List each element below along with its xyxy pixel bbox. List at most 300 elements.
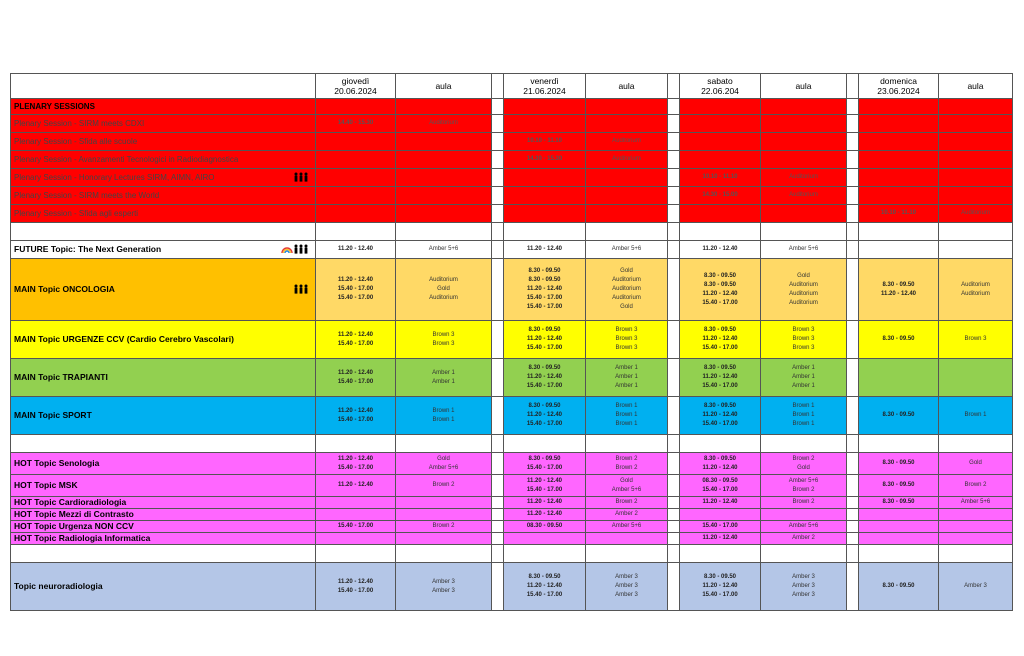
topic-cell [11,187,316,205]
time-cell: 11.20 - 12.40 [680,241,761,259]
spacer-cell [492,533,504,545]
time-slot: 8.30 - 09.50 [528,277,561,283]
time-cell [316,453,396,475]
spacer-cell [492,223,504,241]
room-cell [586,545,668,563]
time-cell [680,435,761,453]
room-cell: Amber 2 [586,509,668,521]
time-cell: 11.20 - 12.40 [504,509,586,521]
room-cell [761,563,847,611]
room-name: Brown 1 [615,412,638,418]
time-slot: 15.40 - 17.00 [526,421,563,427]
time-cell [680,259,761,321]
time-slot: 08.30 - 09.50 [702,477,738,484]
room-cell [761,435,847,453]
topic-label: Plenary Session - Honorary Lectures SIRM, AIMN, AIRO [14,173,215,182]
time-cell [316,223,396,241]
header-aula-friday: aula [586,74,668,99]
time-cell [680,205,761,223]
spacer-cell [492,497,504,509]
room-cell [939,241,1013,259]
room-cell [396,169,492,187]
room-cell [396,509,492,521]
room-name: Gold [437,455,450,462]
schedule-row [11,563,1013,611]
room-name: Auditorium [612,286,641,292]
header-day-sunday: domenica 23.06.2024 [859,74,939,99]
spacer-cell [847,99,859,115]
room-name: Brown 3 [615,336,638,342]
time-slot: 11.20 - 12.40 [526,374,563,380]
time-cell [680,223,761,241]
room-cell [939,321,1013,359]
time-cell [504,563,586,611]
time-cell [316,169,396,187]
room-name: Auditorium [429,277,458,283]
time-cell [316,259,396,321]
time-slot: 11.20 - 12.40 [337,277,374,283]
room-name: Amber 1 [432,378,455,385]
header-day-saturday: sabato 22.06.204 [680,74,761,99]
spacer-cell [668,259,680,321]
room-cell: Amber 5+6 [586,241,668,259]
room-cell [396,453,492,475]
room-cell [396,545,492,563]
room-cell [396,397,492,435]
topic-cell [11,453,316,475]
spacer-cell [847,563,859,611]
time-slot: 15.40 - 17.00 [337,286,374,292]
spacer-cell [492,359,504,397]
time-cell [504,453,586,475]
time-cell [316,545,396,563]
spacer-cell [492,99,504,115]
room-name: Amber 1 [615,374,638,380]
time-cell [680,133,761,151]
room-name: Auditorium [961,290,990,297]
topic-label: HOT Topic Mezzi di Contrasto [14,509,134,519]
time-cell: 08.30 - 09.50 [504,521,586,533]
topic-label: HOT Topic Urgenza NON CCV [14,521,134,531]
room-name: Brown 3 [964,336,987,342]
time-cell: 8.30 - 09.50 [859,497,939,509]
time-cell [859,133,939,151]
spacer-cell [847,259,859,321]
time-slot: 8.30 - 09.50 [882,336,915,342]
spacer-cell [847,397,859,435]
room-cell [761,475,847,497]
topic-cell [11,545,316,563]
room-cell [939,359,1013,397]
topic-cell [11,115,316,133]
room-name: Brown 3 [432,340,455,347]
time-cell: 11.20 - 12.40 [680,533,761,545]
room-name: Amber 5+6 [788,477,819,484]
time-cell [680,115,761,133]
time-cell [504,259,586,321]
time-cell [504,359,586,397]
rainbow-icon [281,245,293,255]
topic-label: HOT Topic Cardioradiologia [14,497,127,507]
time-slot: 11.20 - 12.40 [702,464,738,471]
room-cell: Auditorium [586,133,668,151]
time-slot: 11.20 - 12.40 [337,482,374,488]
time-cell: 14.30 - 15.00 [680,187,761,205]
time-cell [316,99,396,115]
topic-label: Plenary Session - Avanzamenti Tecnologici in Radiodiagnostica [14,155,239,164]
room-name: Auditorium [789,281,818,288]
time-slot: 15.40 - 17.00 [526,592,563,598]
header-day-thursday: giovedì 20.06.2024 [316,74,396,99]
spacer-cell [492,133,504,151]
time-cell [859,475,939,497]
time-slot: 11.20 - 12.40 [526,477,563,484]
room-cell: Auditorium [396,115,492,133]
room-cell [761,359,847,397]
time-slot: 8.30 - 09.50 [528,455,561,462]
time-slot: 8.30 - 09.50 [528,574,561,580]
room-name: Brown 2 [432,482,455,488]
room-name: Brown 1 [615,403,638,409]
time-cell [859,359,939,397]
room-cell [761,99,847,115]
room-cell [761,259,847,321]
time-slot: 15.40 - 17.00 [526,383,563,389]
time-cell [859,521,939,533]
room-cell [939,545,1013,563]
room-name: Gold [969,460,982,466]
schedule-row [11,321,1013,359]
room-cell [939,453,1013,475]
topic-label: Plenary Session - SIRM meets the World [14,191,160,200]
time-cell [504,321,586,359]
room-cell [586,169,668,187]
time-cell [859,321,939,359]
spacer-cell [492,115,504,133]
room-cell [586,99,668,115]
time-cell [316,533,396,545]
spacer-cell [847,187,859,205]
time-cell [316,187,396,205]
room-cell [396,205,492,223]
spacer-cell [492,521,504,533]
room-name: Brown 1 [792,403,815,409]
time-cell [859,397,939,435]
time-slot: 15.40 - 17.00 [702,383,738,389]
time-slot: 15.40 - 17.00 [526,464,563,471]
spacer-cell [668,205,680,223]
room-cell [939,521,1013,533]
topic-label: HOT Topic Senologia [14,458,100,468]
spacer-cell [847,521,859,533]
time-slot: 11.20 - 12.40 [880,290,917,297]
time-slot: 11.20 - 12.40 [337,369,374,376]
time-cell [504,99,586,115]
room-cell [939,533,1013,545]
room-name: Gold [620,477,633,484]
time-slot: 8.30 - 09.50 [703,281,737,288]
room-name: Brown 3 [792,327,815,333]
spacer-cell [668,359,680,397]
spacer-cell [668,187,680,205]
spacer-cell [668,545,680,563]
room-cell [586,223,668,241]
room-cell [396,563,492,611]
topic-cell [11,509,316,521]
time-cell [316,435,396,453]
room-name: Auditorium [612,277,641,283]
room-cell [939,169,1013,187]
time-slot: 8.30 - 09.50 [703,365,737,371]
topic-label: HOT Topic Radiologia Informatica [14,533,151,543]
spacer-cell [847,223,859,241]
time-cell [504,205,586,223]
spacer-cell [668,533,680,545]
schedule-row [11,205,1013,223]
room-cell [761,453,847,475]
room-name: Brown 1 [432,416,455,423]
room-cell [939,435,1013,453]
room-name: Brown 1 [964,412,987,418]
room-cell: Brown 2 [396,521,492,533]
time-cell [859,259,939,321]
schedule-row [11,521,1013,533]
spacer-cell [847,435,859,453]
spacer-cell [668,509,680,521]
schedule-row [11,187,1013,205]
time-cell [316,151,396,169]
time-slot: 15.40 - 17.00 [337,587,374,594]
time-slot: 11.20 - 12.40 [526,583,563,589]
spacer-cell [668,241,680,259]
time-slot: 15.40 - 17.00 [702,486,738,493]
room-name: Amber 3 [615,583,638,589]
room-name: Brown 3 [792,345,815,351]
time-slot: 8.30 - 09.50 [703,272,737,279]
time-slot: 15.40 - 17.00 [337,416,374,423]
time-cell [859,241,939,259]
schedule-row [11,497,1013,509]
time-slot: 15.40 - 17.00 [526,295,563,301]
spacer-cell [492,259,504,321]
room-name: Auditorium [429,295,458,301]
time-cell [504,397,586,435]
topic-cell [11,205,316,223]
time-cell [680,99,761,115]
spacer-cell [492,453,504,475]
time-cell [316,205,396,223]
time-cell [316,563,396,611]
time-cell [859,187,939,205]
topic-label: Plenary Session - SIRM meets CDXI [14,119,145,128]
spacer-cell [492,151,504,169]
people-icon [293,172,309,184]
time-cell [680,321,761,359]
room-cell [396,321,492,359]
time-slot: 15.40 - 17.00 [526,345,563,351]
room-name: Auditorium [612,295,641,301]
spacer-cell [492,74,504,99]
time-cell [859,509,939,521]
time-cell: 11.20 - 12.40 [504,497,586,509]
room-cell [396,259,492,321]
room-cell [939,151,1013,169]
topic-cell [11,151,316,169]
spacer-cell [668,133,680,151]
spacer-cell [847,115,859,133]
time-slot: 11.20 - 12.40 [337,331,374,338]
time-cell [859,435,939,453]
room-cell [396,533,492,545]
room-name: Amber 1 [792,365,815,371]
room-cell [761,151,847,169]
topic-cell [11,241,316,259]
topic-cell [11,99,316,115]
time-cell [316,509,396,521]
people-icon [293,244,309,256]
room-name: Amber 1 [432,369,455,376]
room-name: Gold [797,272,810,279]
header-day-friday: venerdì 21.06.2024 [504,74,586,99]
time-cell [504,223,586,241]
time-cell [316,397,396,435]
time-slot: 15.40 - 17.00 [337,295,374,301]
time-slot: 15.40 - 17.00 [337,378,374,385]
room-cell [761,397,847,435]
spacer-cell [847,205,859,223]
room-cell: Amber 5+6 [939,497,1013,509]
spacer-cell [668,475,680,497]
room-cell [939,115,1013,133]
room-name: Brown 1 [432,407,455,414]
room-name: Amber 3 [615,574,638,580]
time-cell [504,115,586,133]
spacer-cell [847,74,859,99]
room-cell [939,397,1013,435]
room-cell: Amber 2 [761,533,847,545]
time-cell [859,223,939,241]
room-cell [761,321,847,359]
header-row [11,74,1013,99]
topic-label: Plenary Session - Sfida alle scuole [14,137,138,146]
time-cell [859,563,939,611]
time-slot: 8.30 - 09.50 [882,460,915,466]
time-slot: 8.30 - 09.50 [882,281,915,288]
schedule-row [11,453,1013,475]
room-cell [396,151,492,169]
time-cell: 14.40 - 15.30 [316,115,396,133]
schedule-row [11,151,1013,169]
room-cell: Brown 2 [586,497,668,509]
room-cell [939,563,1013,611]
time-cell: 15.40 - 17.00 [680,521,761,533]
room-cell [396,497,492,509]
time-slot: 11.20 - 12.40 [526,336,563,342]
room-cell [939,187,1013,205]
room-cell [586,359,668,397]
room-cell [939,259,1013,321]
schedule-row [11,259,1013,321]
time-slot: 15.40 - 17.00 [702,299,738,306]
room-name: Brown 3 [792,336,815,342]
room-cell [939,99,1013,115]
schedule-body [11,74,1013,611]
spacer-cell [847,497,859,509]
time-slot: 15.40 - 17.00 [702,592,738,598]
schedule-row [11,133,1013,151]
spacer-cell [847,453,859,475]
time-cell [859,169,939,187]
time-slot: 8.30 - 09.50 [528,403,561,409]
time-cell [859,545,939,563]
time-cell: 11.20 - 12.40 [316,241,396,259]
spacer-cell [668,521,680,533]
time-slot: 11.20 - 12.40 [526,412,563,418]
header-aula-sunday: aula [939,74,1013,99]
time-cell [316,133,396,151]
spacer-cell [847,509,859,521]
room-cell [761,115,847,133]
time-cell [316,497,396,509]
spacer-cell [668,223,680,241]
spacer-cell [847,133,859,151]
room-name: Amber 1 [792,374,815,380]
topic-label: MAIN Topic SPORT [14,410,92,420]
schedule-row [11,359,1013,397]
time-cell: 15.40 - 17.00 [316,521,396,533]
room-name: Brown 2 [615,464,638,471]
room-cell: Auditorium [761,169,847,187]
topic-cell [11,223,316,241]
room-cell [586,397,668,435]
topic-label: Topic neuroradiologia [14,581,103,591]
time-cell [680,397,761,435]
schedule-row [11,99,1013,115]
room-name: Brown 3 [432,331,455,338]
time-slot: 11.20 - 12.40 [337,578,374,585]
room-name: Amber 3 [792,574,815,580]
time-slot: 15.40 - 17.00 [702,421,738,427]
room-cell: Auditorium [586,151,668,169]
time-cell [680,359,761,397]
time-slot: 11.20 - 12.40 [337,455,374,462]
room-cell [396,223,492,241]
spacer-row [11,435,1013,453]
topic-cell [11,533,316,545]
spacer-cell [668,99,680,115]
room-cell [939,509,1013,521]
spacer-cell [847,321,859,359]
topic-cell [11,259,316,321]
spacer-cell [492,397,504,435]
time-cell [680,151,761,169]
room-name: Gold [620,268,633,274]
time-cell: 11.20 - 12.40 [504,241,586,259]
room-cell [586,115,668,133]
time-cell: 10.10 - 11.10 [504,133,586,151]
topic-label: MAIN Topic TRAPIANTI [14,372,108,382]
room-name: Gold [437,286,450,292]
time-cell [680,453,761,475]
room-cell [396,99,492,115]
time-slot: 8.30 - 09.50 [528,268,561,274]
room-cell: Amber 5+6 [761,241,847,259]
room-name: Amber 3 [432,578,455,585]
room-name: Brown 3 [615,327,638,333]
schedule-row [11,241,1013,259]
spacer-cell [668,115,680,133]
room-name: Amber 3 [792,592,815,598]
